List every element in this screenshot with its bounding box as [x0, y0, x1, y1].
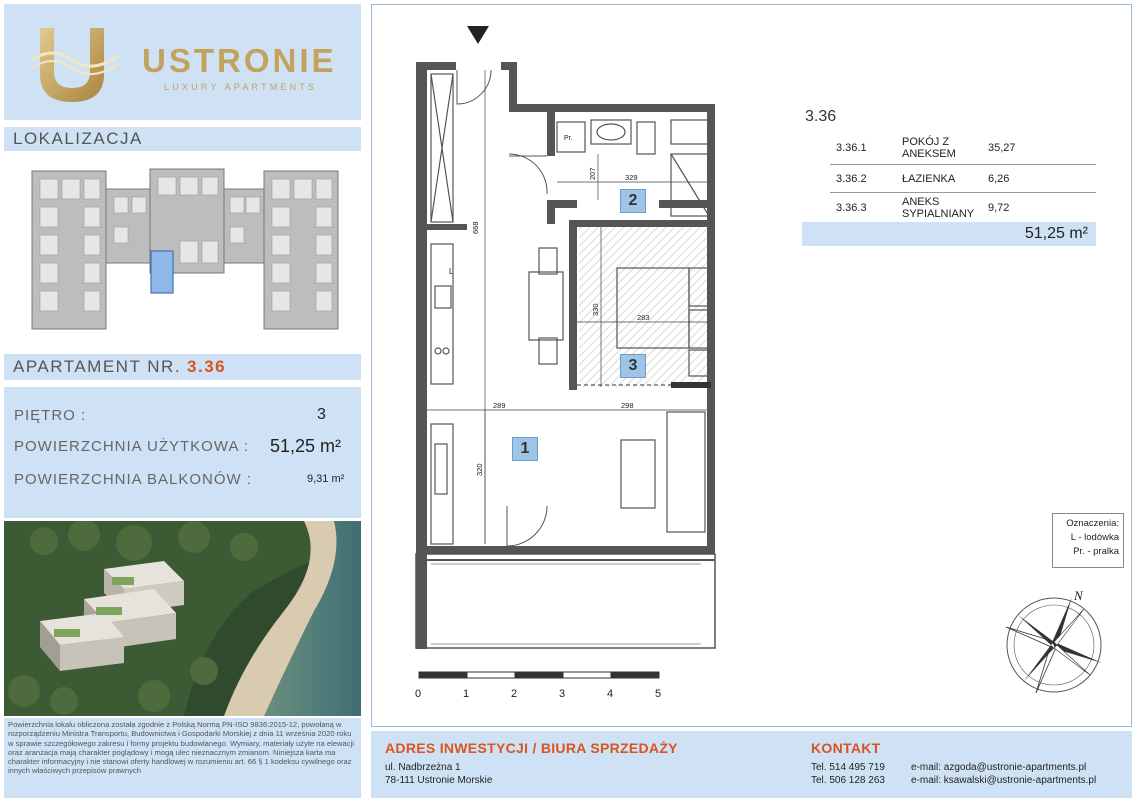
floor-value: 3 [317, 406, 326, 423]
scale-1: 1 [463, 688, 470, 700]
entry-arrow-icon [467, 26, 489, 44]
legend-item-fridge: L - lodówka [1070, 532, 1119, 543]
location-map [30, 165, 340, 337]
room-area: 9,72 [988, 202, 1010, 214]
scale-3: 3 [559, 688, 566, 700]
room-table-total [802, 222, 1096, 246]
room-badge-1: 1 [512, 437, 538, 461]
table-row [830, 194, 1096, 220]
room-badge-3: 3 [620, 354, 646, 378]
apartment-stats [4, 387, 361, 518]
contact-heading: KONTAKT [811, 740, 881, 756]
room-badge-2: 2 [620, 189, 646, 213]
dim-320: 320 [475, 463, 484, 476]
table-row [830, 138, 1096, 165]
floor-plan [371, 4, 1132, 727]
dim-668: 668 [471, 221, 480, 234]
legend-title: Oznaczenia: [1066, 518, 1119, 529]
room-name: ANEKS [902, 196, 940, 208]
svg-text:Pr.: Pr. [564, 135, 573, 142]
room-id: 3.36.2 [836, 173, 867, 185]
room-area: 35,27 [988, 142, 1016, 154]
room-name: POKÓJ Z [902, 136, 950, 148]
compass-icon [1006, 597, 1102, 693]
dim-289: 289 [493, 401, 506, 410]
dim-330: 330 [591, 303, 600, 316]
balcony-label: POWIERZCHNIA BALKONÓW : [14, 471, 253, 488]
room-name-2: ANEKSEM [902, 148, 956, 160]
room-name-2: SYPIALNIANY [902, 208, 975, 220]
dim-298: 298 [621, 401, 634, 410]
fridge-mark: L [449, 267, 454, 276]
address-line1: ul. Nadbrzeżna 1 [385, 762, 461, 773]
room-area: 6,26 [988, 173, 1010, 185]
email-1[interactable]: e-mail: azgoda@ustronie-apartments.pl [911, 762, 1087, 773]
area-label: POWIERZCHNIA UŻYTKOWA : [14, 438, 249, 455]
area-value: 51,25 m² [270, 436, 342, 456]
phone-2[interactable]: Tel. 506 128 263 [811, 775, 885, 786]
address-heading: ADRES INWESTYCJI / BIURA SPRZEDAŻY [385, 740, 678, 756]
table-row [830, 166, 1096, 193]
aerial-photo [4, 521, 361, 716]
balcony-value: 9,31 m² [307, 473, 345, 485]
room-name: ŁAZIENKA [902, 173, 956, 185]
apartment-number: 3.36 [187, 357, 227, 376]
footer [371, 731, 1132, 798]
logo-panel [4, 4, 361, 120]
address-line2: 78-111 Ustronie Morskie [385, 775, 493, 786]
room-id: 3.36.3 [836, 202, 867, 214]
email-2[interactable]: e-mail: ksawalski@ustronie-apartments.pl [911, 775, 1097, 786]
logo-mark-icon [32, 26, 122, 106]
dim-283: 283 [637, 313, 650, 322]
total-area: 51,25 m² [1024, 225, 1088, 242]
legend-item-washer: Pr. - pralka [1073, 546, 1119, 557]
room-table-title: 3.36 [805, 108, 837, 125]
dim-207: 207 [588, 167, 597, 180]
phone-1[interactable]: Tel. 514 495 719 [811, 762, 885, 773]
brand-tagline: LUXURY APARTMENTS [164, 82, 318, 92]
legal-note: Powierzchnia lokalu obliczona została zgodnie z Polską Normą PN-ISO 9836:2015-12, powołaną w rozporządzeniu Ministra Transportu, Budownictwa i Gospodarki Morskiej z dnia 11 września 2020 roku w sprawie szczegółowego zakresu i formy projektu budowlanego. Wymiary, materiały użyte na elewacji oraz aranżacja mają charakter poglądowy i mogą ulec nieznacznym zmianom. Niniejsza karta ma charakter informacyjny i nie stanowi oferty handlowej w rozumieniu art. 66 § 1 kodeksu cywilnego oraz innych właściwych przepisów prawnych [4, 718, 361, 798]
scale-4: 4 [607, 688, 614, 700]
scale-5: 5 [655, 688, 662, 700]
scale-2: 2 [511, 688, 518, 700]
scale-0: 0 [415, 688, 422, 700]
location-title: LOKALIZACJA [4, 127, 361, 151]
dim-329: 329 [625, 173, 638, 182]
room-id: 3.36.1 [836, 142, 867, 154]
legend-box [1052, 513, 1124, 568]
apartment-label: APARTAMENT NR. [13, 357, 182, 376]
floor-label: PIĘTRO : [14, 407, 87, 424]
compass-north: N [1074, 588, 1083, 603]
apartment-title [4, 354, 361, 380]
brand-name: USTRONIE [142, 42, 337, 79]
